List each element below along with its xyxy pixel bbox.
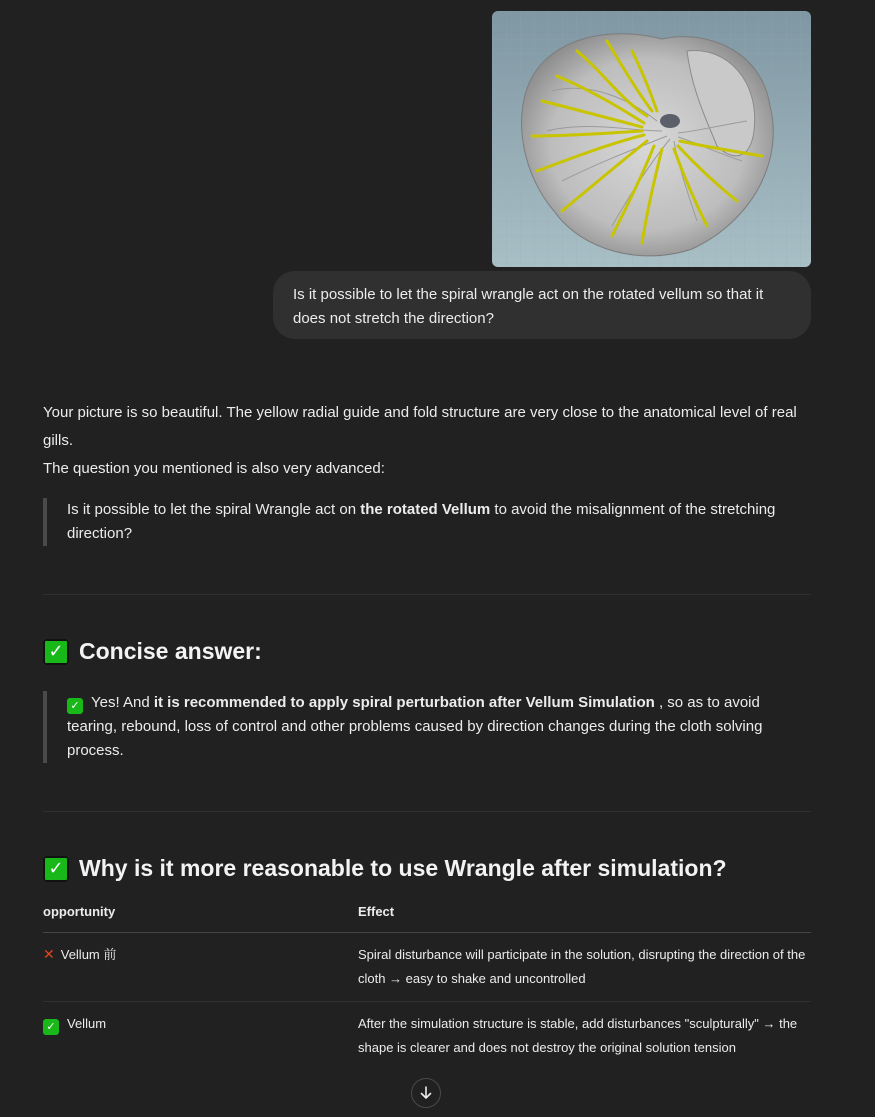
table-cell-timing xyxy=(43,1012,358,1071)
assistant-intro xyxy=(43,399,811,483)
mushroom-render xyxy=(492,11,811,267)
table-row xyxy=(43,933,811,1002)
column-header-effect: Effect xyxy=(358,904,395,919)
answer-text-end: , so as to avoid tearing, rebound, loss of control and other problems caused by direction changes during the cloth solving process. xyxy=(67,694,763,759)
quote-text-end: to avoid the misalignment of the stretching direction? xyxy=(67,501,776,542)
column-header-opportunity: opportunity xyxy=(43,904,116,919)
timing-text: Vellum 前 xyxy=(60,947,117,962)
check-mark-icon: ✓ xyxy=(43,856,69,882)
user-message-text: Is it possible to let the spiral wrangle act on the rotated vellum so that it does not stretch the direction? xyxy=(293,286,764,327)
blockquote-answer xyxy=(43,691,807,763)
heading-text: Concise answer: xyxy=(79,638,262,664)
quote-text: Is it possible to let the spiral Wrangle act on xyxy=(67,501,361,518)
check-mark-icon: ✓ xyxy=(43,639,69,665)
comparison-table xyxy=(43,904,811,1071)
section-heading-why xyxy=(43,855,727,882)
blockquote-question xyxy=(43,498,807,546)
divider xyxy=(43,811,811,812)
table-cell-effect: After the simulation structure is stable, add disturbances "sculpturally" → the shape is clearer and does not destroy the original solution tension xyxy=(358,1016,798,1055)
scroll-to-bottom-button[interactable] xyxy=(411,1078,441,1108)
cross-mark-icon: ✕ xyxy=(43,947,55,963)
table-row xyxy=(43,1002,811,1071)
intro-paragraph: Your picture is so beautiful. The yellow radial guide and fold structure are very close to the anatomical level of real gills. xyxy=(43,404,797,449)
arrow-down-icon xyxy=(419,1086,433,1100)
answer-bold-text: it is recommended to apply spiral perturbation after Vellum Simulation xyxy=(153,694,655,711)
divider xyxy=(43,594,811,595)
quote-bold-text: the rotated Vellum xyxy=(360,501,491,518)
timing-text: Vellum xyxy=(67,1016,107,1031)
heading-text: Why is it more reasonable to use Wrangle after simulation? xyxy=(79,855,727,881)
table-cell-timing xyxy=(43,943,358,1001)
intro-question-lead: The question you mentioned is also very advanced: xyxy=(43,460,385,477)
table-header xyxy=(43,904,811,933)
section-heading-concise-answer xyxy=(43,638,262,665)
user-uploaded-image[interactable] xyxy=(492,11,811,267)
table-cell-effect: Spiral disturbance will participate in the solution, disrupting the direction of the cloth → easy to shake and uncontrolled xyxy=(358,947,806,986)
answer-text: Yes! And xyxy=(91,694,154,711)
user-message-bubble xyxy=(273,271,811,339)
check-mark-icon: ✓ xyxy=(43,1019,59,1035)
check-mark-icon: ✓ xyxy=(67,698,83,714)
